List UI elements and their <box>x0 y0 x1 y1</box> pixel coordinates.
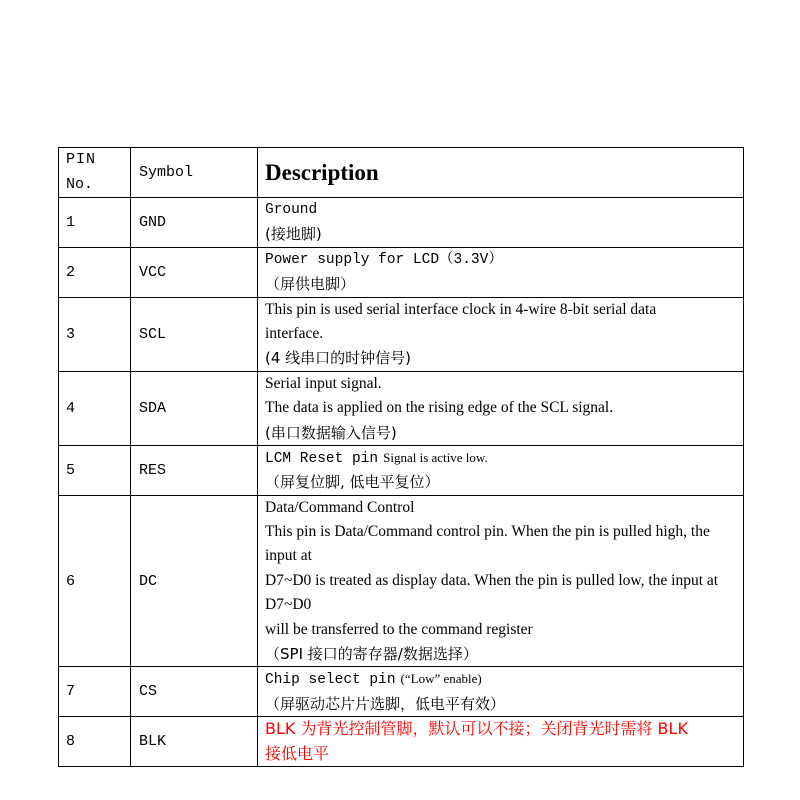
pin-cell: 7 <box>59 667 131 717</box>
pin-cell: 2 <box>59 247 131 297</box>
description-cell <box>258 371 744 445</box>
description-line: interface. <box>265 324 324 342</box>
pin-header-line1: PIN <box>66 151 97 169</box>
description-line: （屏复位脚, 低电平复位） <box>265 473 440 492</box>
description-line: D7~D0 <box>265 596 312 614</box>
table-row <box>59 297 744 371</box>
description-cell <box>258 297 744 371</box>
description-line: input at <box>265 547 312 565</box>
symbol-cell: CS <box>131 667 258 717</box>
description-cell <box>258 247 744 297</box>
description-line: （屏驱动芯片片选脚，低电平有效） <box>265 694 506 713</box>
symbol-cell: GND <box>131 198 258 248</box>
pin-cell: 3 <box>59 297 131 371</box>
description-cell <box>258 445 744 495</box>
symbol-cell: RES <box>131 445 258 495</box>
pin-header-line2: No. <box>66 175 94 193</box>
description-line: (4 线串口的时钟信号) <box>265 349 412 368</box>
pin-cell: 4 <box>59 371 131 445</box>
description-header: Description <box>258 148 744 198</box>
description-line: This pin is used serial interface clock in 4-wire 8-bit serial data <box>265 300 657 318</box>
description-text: LCM Reset pin <box>265 450 379 467</box>
description-line: （SPI 接口的寄存器/数据选择） <box>265 645 478 664</box>
description-line: (串口数据输入信号) <box>265 423 397 442</box>
table-row <box>59 445 744 495</box>
description-note: Signal is active low. <box>383 449 488 465</box>
table-row <box>59 717 744 767</box>
symbol-cell: SCL <box>131 297 258 371</box>
warning-line: 接低电平 <box>265 743 330 763</box>
pin-cell: 6 <box>59 495 131 667</box>
description-line: will be transferred to the command register <box>265 620 533 638</box>
warning-line: BLK 为背光控制管脚，默认可以不接；关闭背光时需将 BLK <box>265 719 688 739</box>
description-line: D7~D0 is treated as display data. When the pin is pulled low, the input at <box>265 571 719 589</box>
description-line: Ground <box>265 202 318 218</box>
description-line <box>265 667 739 691</box>
description-line: （屏供电脚） <box>265 275 356 294</box>
description-line: (接地脚) <box>265 225 322 244</box>
table-header-row <box>59 148 744 198</box>
table-row <box>59 371 744 445</box>
description-line <box>265 446 739 470</box>
description-line: This pin is Data/Command control pin. When the pin is pulled high, the <box>265 523 710 541</box>
symbol-cell: SDA <box>131 371 258 445</box>
symbol-cell: BLK <box>131 717 258 767</box>
description-line: Serial input signal. <box>265 374 382 392</box>
pin-cell: 5 <box>59 445 131 495</box>
description-cell <box>258 667 744 717</box>
description-line: Power supply for LCD（3.3V） <box>265 251 503 268</box>
table-row <box>59 667 744 717</box>
pin-no-header <box>59 148 131 198</box>
description-line: Data/Command Control <box>265 498 415 516</box>
pin-cell: 8 <box>59 717 131 767</box>
symbol-header: Symbol <box>131 148 258 198</box>
description-cell <box>258 198 744 248</box>
pin-cell: 1 <box>59 198 131 248</box>
description-cell <box>258 717 744 767</box>
table-row <box>59 495 744 667</box>
symbol-cell: DC <box>131 495 258 667</box>
pin-table <box>58 147 744 767</box>
table-row <box>59 198 744 248</box>
table-row <box>59 247 744 297</box>
description-line: The data is applied on the rising edge of the SCL signal. <box>265 399 614 417</box>
description-text: Chip select pin <box>265 672 396 689</box>
symbol-cell: VCC <box>131 247 258 297</box>
description-note: (“Low” enable) <box>400 671 482 687</box>
description-cell <box>258 495 744 667</box>
